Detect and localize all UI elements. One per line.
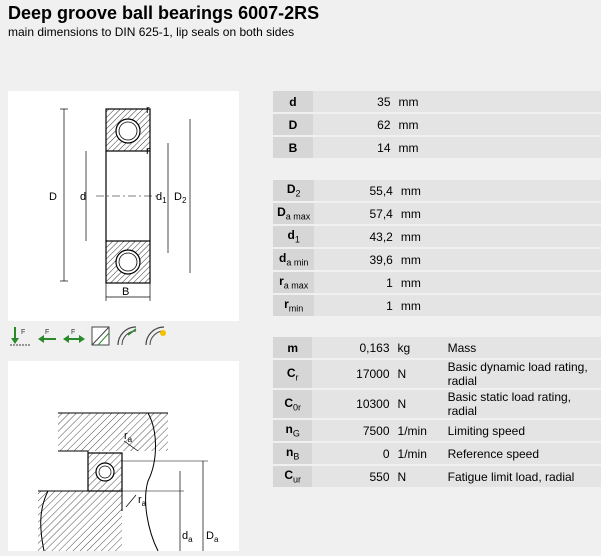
table-row xyxy=(273,443,601,464)
parameter-symbol: $C_{ur}$ xyxy=(273,466,312,487)
main-dimensions-table xyxy=(273,89,601,160)
parameter-unit: mm xyxy=(397,203,447,224)
parameter-description: Reference speed xyxy=(444,443,601,464)
parameter-symbol: $n_B$ xyxy=(273,443,312,464)
table-row xyxy=(273,203,601,224)
svg-text:F: F xyxy=(71,329,76,336)
Da-label: $D_a$ xyxy=(206,530,219,544)
table-row xyxy=(273,295,601,316)
parameter-symbol: $r_{a max}$ xyxy=(273,272,314,293)
parameter-value: 57,4 xyxy=(314,203,396,224)
parameter-symbol: m xyxy=(273,337,312,358)
page-subtitle: main dimensions to DIN 625-1, lip seals on both sides xyxy=(8,25,295,39)
parameter-unit: mm xyxy=(395,91,445,112)
parameter-symbol: $D_{a max}$ xyxy=(273,203,314,224)
table-row xyxy=(273,91,601,112)
parameter-value: 550 xyxy=(312,466,393,487)
table-row xyxy=(273,180,601,201)
parameter-description xyxy=(444,91,601,112)
axial-load-both-icon[interactable] xyxy=(62,325,86,349)
parameter-unit: mm xyxy=(395,114,445,135)
table-row xyxy=(273,360,601,388)
parameter-description xyxy=(446,295,601,316)
dim-D2-label: $D_2$ xyxy=(174,191,187,205)
parameter-value: 55,4 xyxy=(314,180,396,201)
parameter-symbol: $D_2$ xyxy=(273,180,314,201)
parameter-symbol: B xyxy=(273,137,313,158)
parameter-symbol: $r_{min}$ xyxy=(273,295,314,316)
radius-r-label-mid: r xyxy=(146,145,150,157)
parameter-unit: N xyxy=(394,360,444,388)
parameter-value: 43,2 xyxy=(314,226,396,247)
parameter-description xyxy=(446,203,601,224)
parameter-value: 17000 xyxy=(312,360,393,388)
parameter-symbol: $n_G$ xyxy=(273,420,312,441)
seal-icon[interactable] xyxy=(90,325,112,349)
page-title: Deep groove ball bearings 6007-2RS xyxy=(8,3,320,23)
parameter-symbol: D xyxy=(273,114,313,135)
parameter-description: Basic static load rating, radial xyxy=(444,390,601,418)
ra-label-top: $r_a$ xyxy=(124,430,133,444)
speed-icon[interactable] xyxy=(116,325,140,349)
parameter-value: 62 xyxy=(313,114,395,135)
performance-data-table xyxy=(273,335,601,489)
mounting-dimensions-table xyxy=(273,178,601,318)
parameter-value: 1 xyxy=(314,295,396,316)
axial-load-left-icon[interactable] xyxy=(36,325,58,349)
parameter-value: 35 xyxy=(313,91,395,112)
parameter-description xyxy=(444,137,601,158)
parameter-value: 0,163 xyxy=(312,337,393,358)
table-row xyxy=(273,337,601,358)
parameter-unit: N xyxy=(394,390,444,418)
parameter-unit: mm xyxy=(397,249,447,270)
parameter-unit: mm xyxy=(395,137,445,158)
mounting-dimensions-drawing xyxy=(8,361,239,551)
parameter-description xyxy=(446,226,601,247)
parameter-value: 0 xyxy=(312,443,393,464)
svg-text:F: F xyxy=(21,329,26,336)
parameter-unit: mm xyxy=(397,295,447,316)
parameter-unit: N xyxy=(394,466,444,487)
parameter-description: Mass xyxy=(444,337,601,358)
parameter-value: 7500 xyxy=(312,420,393,441)
parameter-description xyxy=(446,249,601,270)
parameter-unit: mm xyxy=(397,180,447,201)
parameter-unit: mm xyxy=(397,272,447,293)
parameter-symbol: $C_{0r}$ xyxy=(273,390,312,418)
parameter-unit: 1/min xyxy=(394,420,444,441)
parameter-symbol: d xyxy=(273,91,313,112)
parameter-description: Basic dynamic load rating, radial xyxy=(444,360,601,388)
table-row xyxy=(273,226,601,247)
dim-d1-label: $d_1$ xyxy=(156,191,167,205)
table-row xyxy=(273,272,601,293)
parameter-value: 14 xyxy=(313,137,395,158)
table-row xyxy=(273,249,601,270)
parameter-symbol: $C_r$ xyxy=(273,360,312,388)
table-row xyxy=(273,114,601,135)
parameter-description xyxy=(446,272,601,293)
dim-D-label: D xyxy=(49,191,57,203)
parameter-description xyxy=(446,180,601,201)
parameter-unit: 1/min xyxy=(394,443,444,464)
parameter-description: Fatigue limit load, radial xyxy=(444,466,601,487)
table-row xyxy=(273,390,601,418)
da-label: $d_a$ xyxy=(182,530,193,544)
parameter-value: 39,6 xyxy=(314,249,396,270)
table-row xyxy=(273,137,601,158)
temperature-icon[interactable] xyxy=(144,325,168,349)
parameter-symbol: $d_1$ xyxy=(273,226,314,247)
svg-text:F: F xyxy=(45,329,50,336)
feature-icon-bar xyxy=(10,325,170,351)
radius-r-label: r xyxy=(146,104,150,116)
bearing-section-drawing xyxy=(8,91,239,321)
table-row xyxy=(273,420,601,441)
parameter-value: 10300 xyxy=(312,390,393,418)
parameter-description: Limiting speed xyxy=(444,420,601,441)
parameter-description xyxy=(444,114,601,135)
parameter-unit: kg xyxy=(394,337,444,358)
table-row xyxy=(273,466,601,487)
radial-load-icon[interactable] xyxy=(10,325,32,349)
dim-B-label: B xyxy=(122,286,130,298)
parameter-unit: mm xyxy=(397,226,447,247)
parameter-value: 1 xyxy=(314,272,396,293)
parameter-symbol: $d_{a min}$ xyxy=(273,249,314,270)
dim-d-label: d xyxy=(80,191,87,203)
ra-label-bottom: $r_a$ xyxy=(138,494,147,508)
